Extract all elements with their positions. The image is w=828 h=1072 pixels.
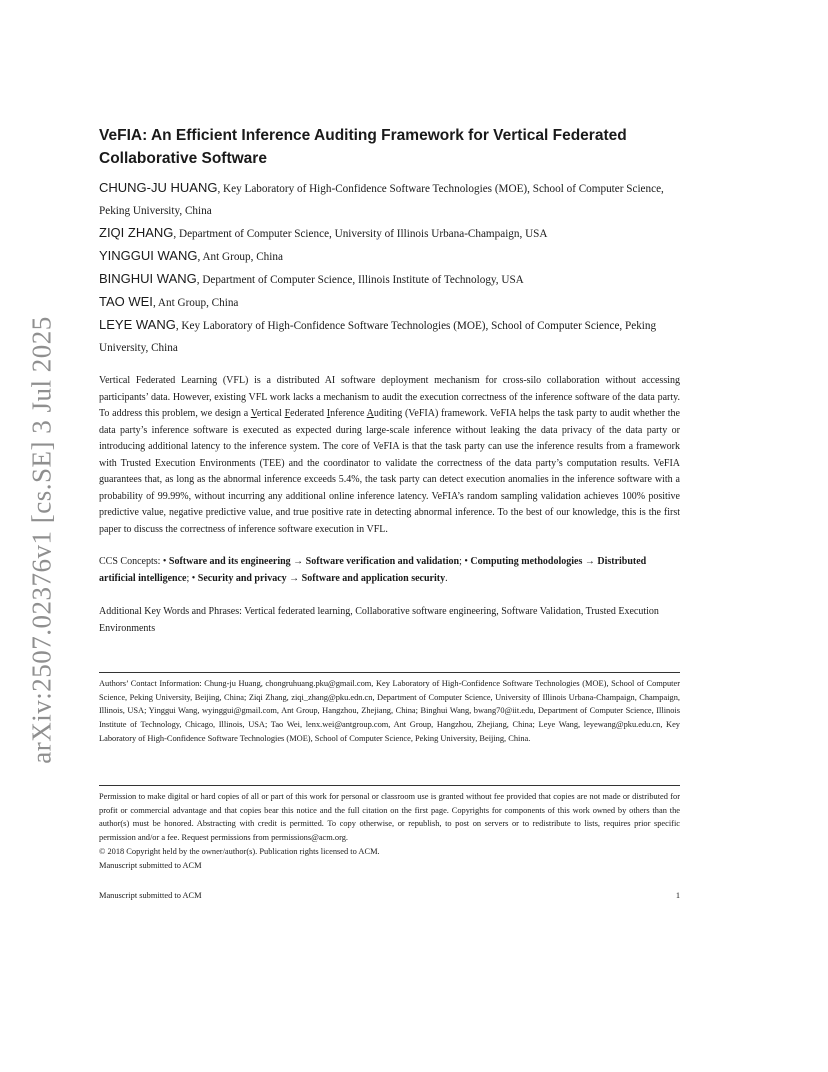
ccs-end: . <box>445 572 448 584</box>
author-entry <box>99 268 680 291</box>
ccs-arrow: → <box>582 556 598 567</box>
author-name: CHUNG-JU HUANG <box>99 180 218 195</box>
author-name: BINGHUI WANG <box>99 271 197 286</box>
keywords: Additional Key Words and Phrases: Vertical federated learning, Collaborative software engineering, Software Validation, Trusted Execution Environments <box>99 606 659 634</box>
abstract <box>99 373 680 538</box>
abstract-text: uditing <box>373 408 403 419</box>
acronym-initial: V <box>250 408 257 419</box>
abstract-text: Vertical Federated Learning (VFL) is a distributed AI software deployment mechanism for cross-silo collaboration without accessing participants’ data. However, existing VFL work lacks a mechanism to audit the execution correctness of the inference software of the data party. To address this problem, we design a <box>99 375 680 419</box>
copyright-line: © 2018 Copyright held by the owner/author(s). Publication rights licensed to ACM. <box>99 846 380 856</box>
ccs-concept: Computing methodologies <box>470 556 583 567</box>
abstract-text: (VeFIA) framework. VeFIA helps the task party to audit whether the data party’s inference software is executed as expected during large-scale inference without leaking the data privacy of the data party or introducing additional latency to the inference system. The core of VeFIA is that the task party can use the inference results from a framework with Trusted Execution Environments (TEE) and the coordinator to validate the correctness of the data party’s computation results. VeFIA guarantees that, as long as the abnormal inference exceeds 5.4%, the task party can detect execution anomalies in the inference software with a probability of 99.99%, without incurring any additional online inference latency. VeFIA’s random sampling validation achieves 100% positive predictive value, negative predictive value, and true positive rate in detecting abnormal inference. To the best of our knowledge, this is the first paper to discuss the correctness of inference software execution in VFL. <box>99 408 680 535</box>
ccs-separator: ; • <box>186 572 198 584</box>
arxiv-identifier-stamp: arXiv:2507.02376v1 [cs.SE] 3 Jul 2025 <box>26 316 57 764</box>
footer-manuscript-note: Manuscript submitted to ACM <box>99 891 202 900</box>
ccs-concept: Software verification and validation <box>305 556 460 567</box>
ccs-concepts <box>99 554 680 587</box>
author-affiliation: , Ant Group, China <box>152 297 239 309</box>
author-name: TAO WEI <box>99 294 153 309</box>
author-entry <box>99 314 680 359</box>
ccs-arrow: → <box>286 572 302 584</box>
paper-front-matter <box>99 124 680 637</box>
ccs-concept: Software and application security <box>301 572 446 584</box>
ccs-prefix: CCS Concepts: • <box>99 556 169 567</box>
footnote-rule <box>99 785 680 786</box>
footnote-rule <box>99 672 680 673</box>
author-affiliation: , Key Laboratory of High-Confidence Software Technologies (MOE), School of Computer Science, Peking University, China <box>99 320 657 354</box>
author-entry <box>99 222 680 245</box>
contact-information: Authors’ Contact Information: Chung-ju Huang, chongruhuang.pku@gmail.com, Key Laboratory of High-Confidence Software Technologies (MOE), School of Computer Science, Peking University, Beijing, China; Ziqi Zhang, ziqi_zhang@pku.edn.cn, Department of Computer Science, University of Illinois Urbana-Champaign, Champaign, Illinois, USA; Yinggui Wang, wyinggui@gmail.com, Ant Group, Hangzhou, Zhejiang, China; Binghui Wang, bwang70@iit.edu, Department of Computer Science, Illinois Institute of Technology, Chicago, Illinois, USA; Tao Wei, lenx.wei@antgroup.com, Ant Group, Hangzhou, Zhejiang, China; Leye Wang, leyewang@pku.edu.cn, Key Laboratory of High-Confidence Software Technologies (MOE), School of Computer Science, Peking University, Beijing, China. <box>99 679 680 743</box>
ccs-arrow: → <box>290 556 306 567</box>
author-entry <box>99 245 680 268</box>
abstract-text: ertical <box>256 408 285 419</box>
permission-statement: Permission to make digital or hard copies of all or part of this work for personal or classroom use is granted without fee provided that copies are not made or distributed for profit or commercial advantage and that copies bear this notice and the full citation on the first page. Copyrights for components of this work owned by others than the author(s) must be honored. Abstracting with credit is permitted. To copy otherwise, or republish, to post on servers or to redistribute to lists, requires prior specific permission and/or a fee. Request permissions from permissions@acm.org. <box>99 792 680 843</box>
acronym-initial: A <box>366 408 374 419</box>
permission-footnote <box>99 785 680 872</box>
ccs-separator: ; • <box>459 556 471 567</box>
author-name: YINGGUI WANG <box>99 248 198 263</box>
ccs-concept: Distributed artificial intelligence <box>99 556 647 584</box>
author-name: LEYE WANG <box>99 317 176 332</box>
author-affiliation: , Key Laboratory of High-Confidence Software Technologies (MOE), School of Computer Science, Peking University, China <box>99 183 664 217</box>
author-affiliation: , Department of Computer Science, University of Illinois Urbana-Champaign, USA <box>173 228 548 240</box>
abstract-text: ederated <box>290 408 327 419</box>
acronym-initial: I <box>326 408 331 419</box>
author-affiliation: , Ant Group, China <box>197 251 283 263</box>
author-entry <box>99 291 680 314</box>
acronym-initial: F <box>284 408 291 419</box>
ccs-concept: Security and privacy <box>197 572 287 584</box>
page-footer <box>99 891 680 900</box>
author-entry <box>99 177 680 222</box>
author-name: ZIQI ZHANG <box>99 225 174 240</box>
authors-contact-footnote <box>99 672 680 746</box>
paper-title: VeFIA: An Efficient Inference Auditing Framework for Vertical Federated Collaborative Software <box>99 127 627 167</box>
author-list <box>99 177 680 359</box>
manuscript-note: Manuscript submitted to ACM <box>99 860 202 870</box>
abstract-text: nference <box>330 408 367 419</box>
ccs-concept: Software and its engineering <box>168 556 291 567</box>
author-affiliation: , Department of Computer Science, Illinois Institute of Technology, USA <box>196 274 524 286</box>
page-number: 1 <box>675 891 680 900</box>
